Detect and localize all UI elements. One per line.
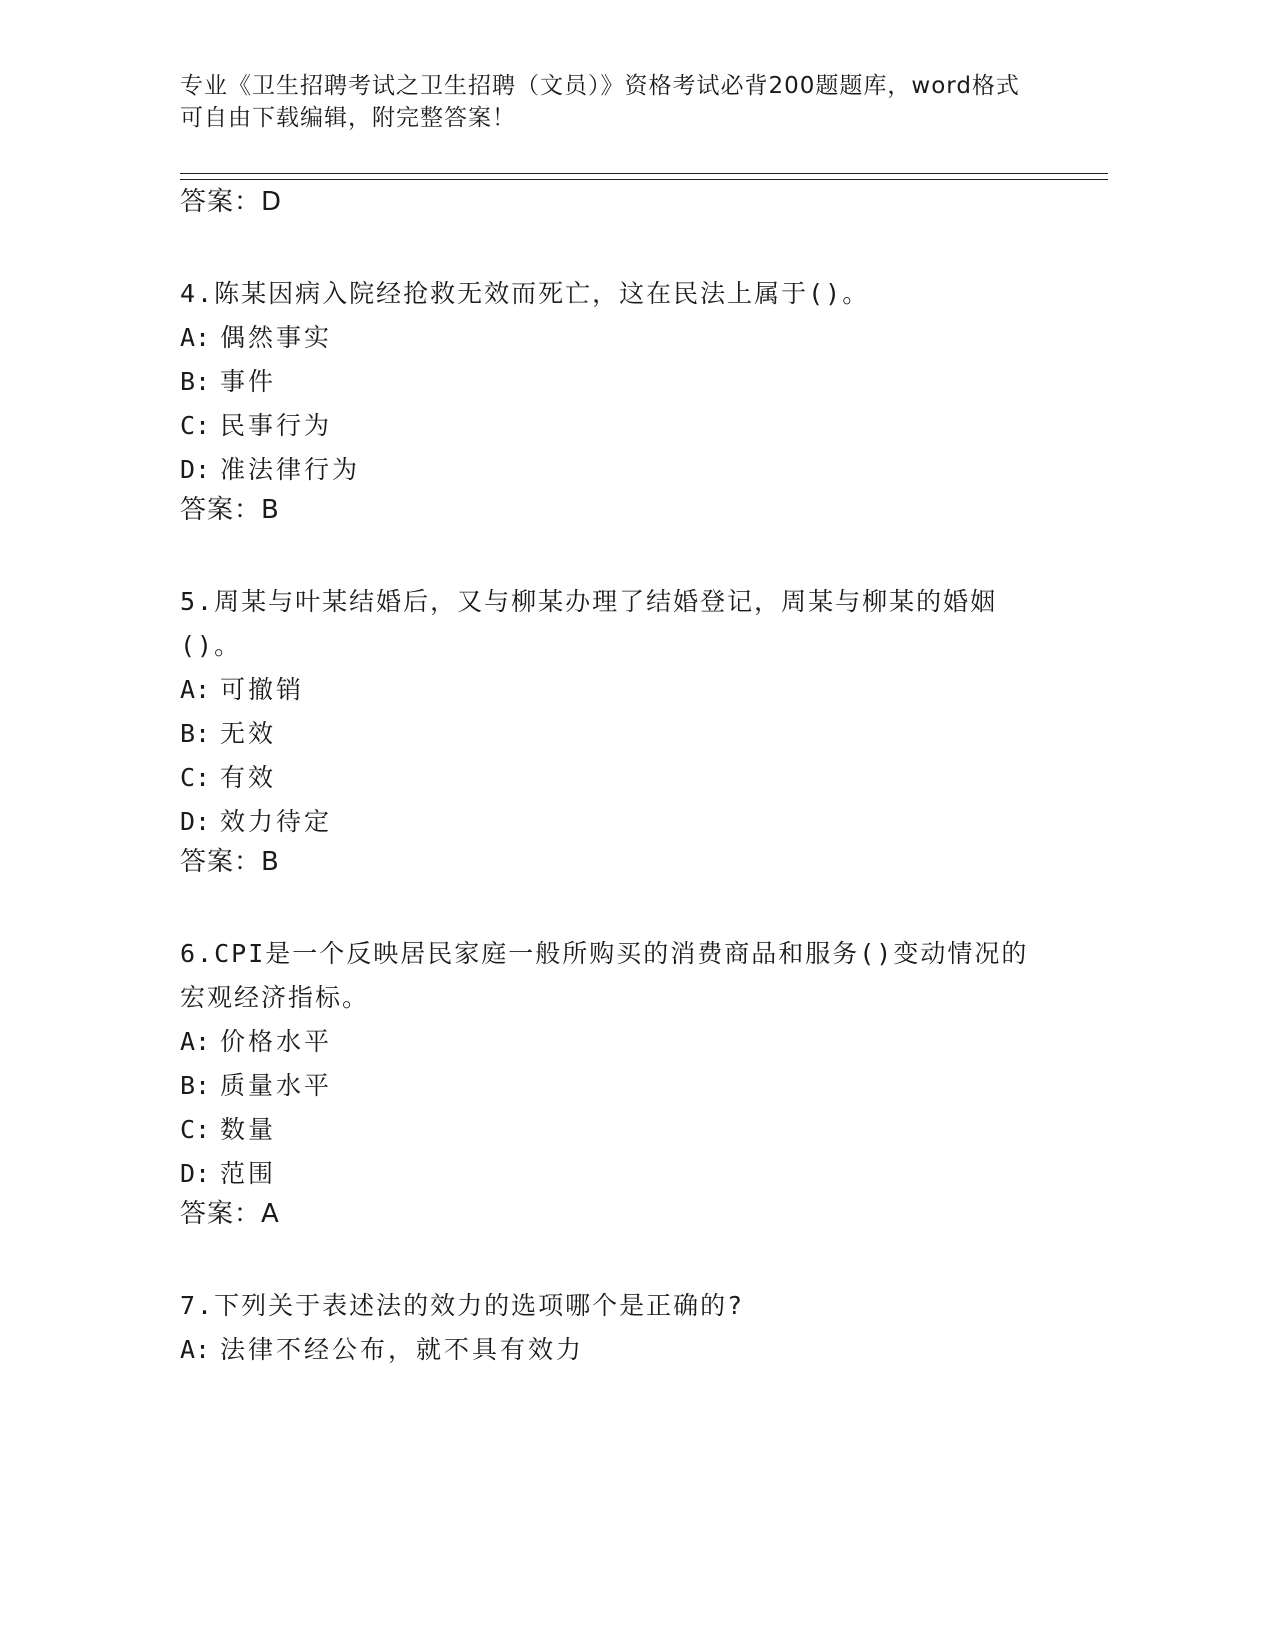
question-block	[180, 272, 1080, 528]
header-line-2: 可自由下载编辑，附完整答案！	[180, 105, 516, 131]
option-a: A: 法律不经公布，就不具有效力	[180, 1335, 585, 1364]
option-b: B: 无效	[180, 719, 277, 748]
question-text: 4.陈某因病入院经抢救无效而死亡，这在民法上属于()。	[180, 279, 870, 308]
header-divider-bottom	[180, 179, 1108, 180]
option-c: C: 数量	[180, 1115, 277, 1144]
question-text: 6.CPI是一个反映居民家庭一般所购买的消费商品和服务()变动情况的	[180, 939, 1029, 968]
answer-line: 答案：A	[180, 1199, 280, 1229]
option-a: A: 价格水平	[180, 1027, 333, 1056]
question-text-continued: ()。	[180, 631, 242, 660]
option-d: D: 效力待定	[180, 807, 333, 836]
question-text: 5.周某与叶某结婚后，又与柳某办理了结婚登记，周某与柳某的婚姻	[180, 587, 998, 616]
question-list	[180, 184, 1080, 1372]
option-b: B: 事件	[180, 367, 277, 396]
option-b: B: 质量水平	[180, 1071, 333, 1100]
question-block	[180, 580, 1080, 880]
header-line-1: 专业《卫生招聘考试之卫生招聘（文员）》资格考试必背200题题库，word格式	[180, 73, 1020, 99]
option-d: D: 准法律行为	[180, 455, 361, 484]
header-divider-top	[180, 173, 1108, 174]
answer-line: 答案：B	[180, 847, 280, 877]
answer-line: 答案：D	[180, 187, 283, 217]
question-block	[180, 1284, 1080, 1372]
question-block	[180, 932, 1080, 1232]
option-d: D: 范围	[180, 1159, 277, 1188]
question-text: 7.下列关于表述法的效力的选项哪个是正确的?	[180, 1291, 745, 1320]
question-text-continued: 宏观经济指标。	[180, 983, 370, 1012]
option-a: A: 可撤销	[180, 675, 305, 704]
option-c: C: 有效	[180, 763, 277, 792]
document-header	[180, 70, 1040, 134]
option-a: A: 偶然事实	[180, 323, 333, 352]
answer-line: 答案：B	[180, 495, 280, 525]
option-c: C: 民事行为	[180, 411, 333, 440]
